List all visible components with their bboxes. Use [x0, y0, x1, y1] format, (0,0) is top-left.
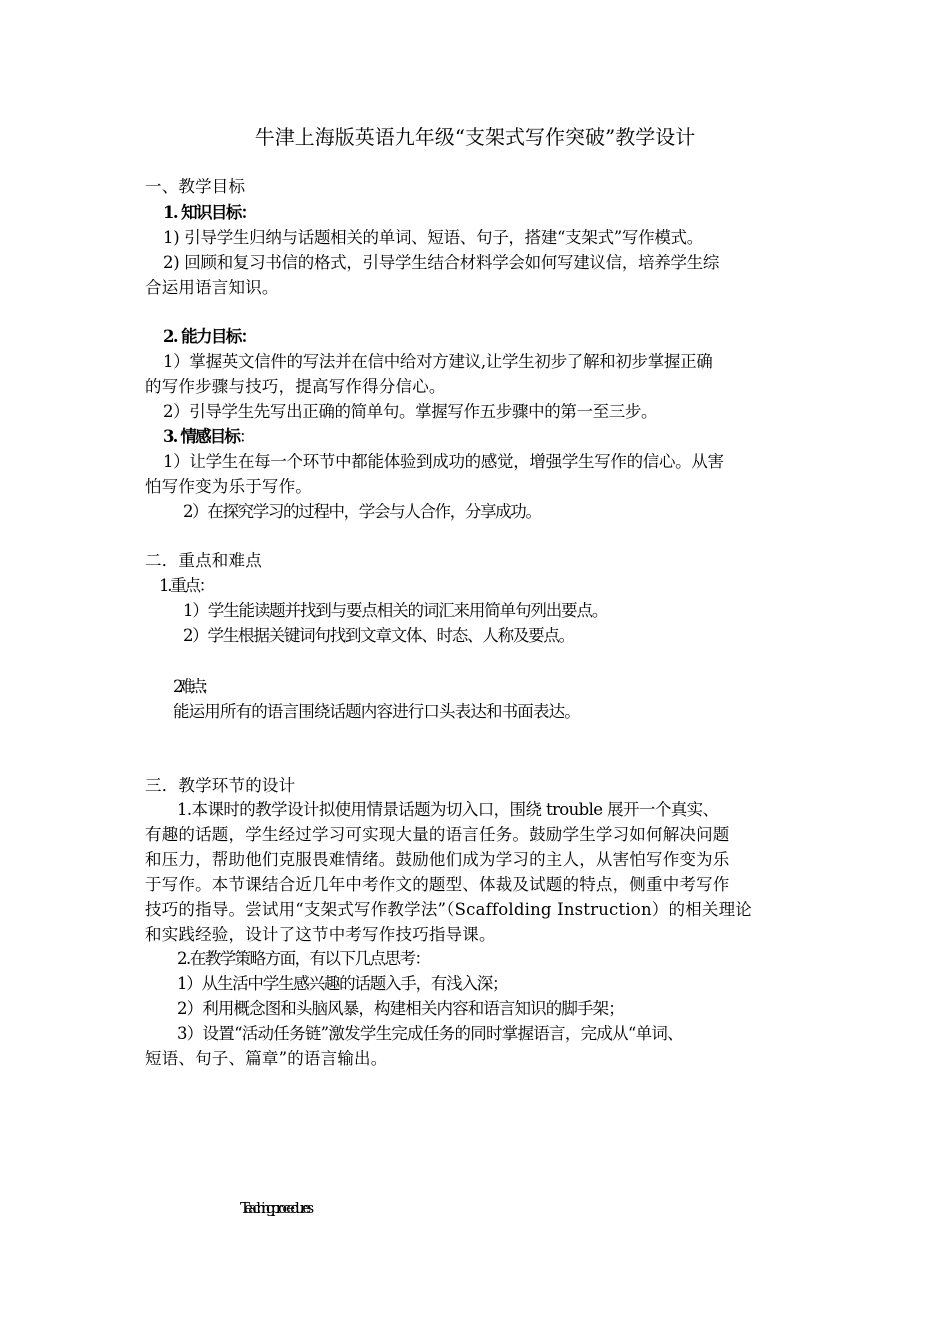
paragraph-line: 2）利用概念图和头脑风暴，构建相关内容和语言知识的脚手架；	[177, 999, 624, 1018]
paragraph-line: 于写作。本节课结合近几年中考作文的题型、体裁及试题的特点，侧重中考写作	[145, 875, 730, 894]
paragraph-line: 3）设置“活动任务链”激发学生完成任务的同时掌握语言，完成从“单词、	[177, 1024, 683, 1043]
section-heading-keypoints: 二．重点和难点	[145, 551, 262, 570]
subheading-emotion	[163, 424, 828, 450]
paragraph-line: 有趣的话题，学生经过学习可实现大量的语言任务。鼓励学生学习如何解决问题	[145, 825, 730, 844]
paragraph-line: 1) 引导学生归纳与话题相关的单词、短语、句子，搭建“支架式”写作模式。	[163, 228, 703, 247]
section-heading-design: 三．教学环节的设计	[145, 776, 296, 795]
paragraph-line: 怕写作变为乐于写作。	[145, 477, 312, 496]
paragraph-line: 1）掌握英文信件的写法并在信中给对方建议,让学生初步了解和初步掌握正确	[163, 352, 713, 371]
paragraph-line: 2）学生根据关键词句找到文章文体、时态、人称及要点。	[183, 626, 574, 645]
paragraph-line: 和实践经验，设计了这节中考写作技巧指导课。	[145, 925, 496, 944]
section-heading-objectives: 一、教学目标	[145, 177, 246, 196]
paragraph-line: 能运用所有的语言围绕话题内容进行口头表达和书面表达。	[173, 702, 580, 721]
paragraph-line: 2.在教学策略方面，有以下几点思考：	[177, 949, 430, 968]
subheading-knowledge: 1. 知识目标：	[163, 203, 256, 222]
paragraph-line: 和压力，帮助他们克服畏难情绪。鼓励他们成为学习的主人，从害怕写作变为乐	[145, 850, 730, 869]
document-title: 牛津上海版英语九年级“支架式写作突破”教学设计	[254, 125, 696, 149]
paragraph-line: 2）在探究学习的过程中，学会与人合作，分享成功。	[183, 502, 541, 521]
teaching-procedures-heading: Teaching procedures	[240, 1199, 310, 1217]
paragraph-line: 合运用语言知识。	[145, 278, 279, 297]
paragraph-line: 1）学生能读题并找到与要点相关的词汇来用简单句列出要点。	[183, 601, 608, 620]
paragraph-line: 1）让学生在每一个环节中都能体验到成功的感觉，增强学生写作的信心。从害	[163, 452, 724, 471]
subheading-emotion-colon: ：	[239, 427, 254, 446]
paragraph-line: 2) 回顾和复习书信的格式，引导学生结合材料学会如何写建议信，培养学生综	[163, 253, 720, 272]
subheading-difficulties: 2.难点：	[173, 677, 213, 696]
paragraph-line: 的写作步骤与技巧，提高写作得分信心。	[145, 377, 446, 396]
paragraph-line: 短语、句子、篇章”的语言输出。	[145, 1049, 388, 1068]
paragraph-line: 2）引导学生先写出正确的简单句。掌握写作五步骤中的第一至三步。	[163, 402, 658, 421]
paragraph-line: 技巧的指导。尝试用“支架式写作教学法”（Scaffolding Instruction）的相关理论	[145, 900, 752, 919]
paragraph-line: 1.本课时的教学设计拟使用情景话题为切入口，围绕 trouble 展开一个真实、	[177, 800, 719, 819]
subheading-keypoints: 1.重点：	[159, 576, 213, 595]
subheading-emotion-label: 3. 情感目标	[163, 427, 240, 446]
paragraph-line: 1）从生活中学生感兴趣的话题入手，有浅入深；	[177, 974, 508, 993]
subheading-ability: 2. 能力目标：	[163, 327, 256, 346]
